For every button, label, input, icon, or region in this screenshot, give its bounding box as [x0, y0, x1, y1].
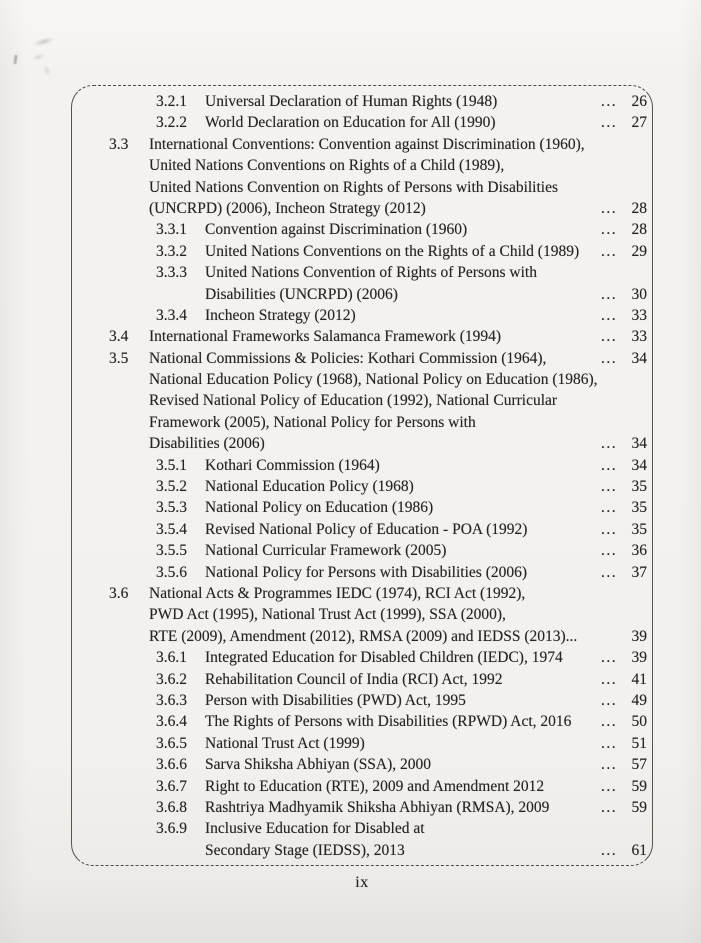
toc-page-number: 36	[631, 542, 647, 560]
toc-row	[72, 754, 652, 775]
toc-entry-number: 3.6.1	[156, 649, 187, 667]
toc-dots-leader: ...	[601, 435, 618, 453]
toc-row	[72, 369, 652, 390]
toc-entry-number: 3.3.2	[156, 242, 187, 260]
toc-row	[72, 412, 652, 433]
toc-dots-leader: ...	[601, 670, 618, 688]
pencil-smudge-artifact	[13, 26, 75, 90]
toc-entry-number: 3.6.5	[156, 734, 187, 752]
toc-row	[72, 669, 652, 690]
toc-dots-leader: ...	[601, 649, 618, 667]
toc-entry-title: (UNCRPD) (2006), Incheon Strategy (2012)	[149, 199, 426, 217]
toc-entry-number: 3.6.7	[156, 777, 187, 795]
toc-entry-title: United Nations Convention on Rights of Persons with Disabilities	[149, 178, 559, 196]
toc-page-number: 37	[631, 563, 647, 581]
toc-entry-title: Right to Education (RTE), 2009 and Amendment 2012	[205, 777, 545, 795]
toc-row	[72, 177, 652, 198]
toc-dots-leader: ...	[601, 199, 618, 217]
toc-row	[72, 562, 652, 583]
toc-entry-title: World Declaration on Education for All (1990)	[205, 114, 496, 132]
toc-row	[72, 433, 652, 454]
toc-row	[72, 540, 652, 561]
toc-entry-title: Convention against Discrimination (1960)	[205, 221, 468, 239]
toc-page-number: 27	[631, 114, 647, 132]
toc-row	[72, 219, 652, 240]
toc-entry-number: 3.3.1	[156, 221, 187, 239]
toc-dots-leader: ...	[601, 713, 618, 731]
toc-row	[72, 733, 652, 754]
toc-entry-title: Incheon Strategy (2012)	[205, 306, 356, 324]
toc-page-number: 35	[631, 520, 647, 538]
toc-entry-title: National Education Policy (1968)	[205, 478, 414, 496]
toc-entry-number: 3.2.2	[156, 114, 187, 132]
toc-dots-leader: ...	[601, 242, 618, 260]
toc-entry-title: Secondary Stage (IEDSS), 2013	[205, 841, 405, 859]
toc-dots-leader: ...	[601, 285, 618, 303]
toc-row	[72, 690, 652, 711]
toc-row	[72, 348, 652, 369]
toc-dots-leader: ...	[601, 520, 618, 538]
toc-row	[72, 390, 652, 411]
toc-row	[72, 284, 652, 305]
toc-row	[72, 497, 652, 518]
toc-entry-title: United Nations Convention of Rights of Persons with	[205, 264, 537, 282]
toc-entry-number: 3.3	[109, 135, 129, 153]
page-number-folio: ix	[355, 874, 369, 891]
toc-row	[72, 155, 652, 176]
toc-page-number: 29	[631, 242, 647, 260]
toc-page-number: 59	[631, 798, 647, 816]
toc-entry-title: National Curricular Framework (2005)	[205, 542, 447, 560]
toc-row	[72, 711, 652, 732]
toc-page-number: 34	[631, 349, 647, 367]
toc-entry-number: 3.6	[109, 584, 129, 602]
toc-entry-number: 3.6.6	[156, 756, 187, 774]
toc-row	[72, 583, 652, 604]
toc-dots-leader: ...	[601, 478, 618, 496]
toc-entry-number: 3.5.6	[156, 563, 187, 581]
toc-page-number: 51	[631, 734, 647, 752]
toc-entry-number: 3.3.3	[156, 264, 187, 282]
toc-entry-title: International Conventions: Convention against Discrimination (1960),	[149, 135, 585, 153]
toc-page-number: 59	[631, 777, 647, 795]
toc-dots-leader: ...	[601, 798, 618, 816]
toc-border-box	[71, 85, 653, 866]
toc-page-number: 61	[631, 841, 647, 859]
toc-dots-leader: ...	[601, 328, 618, 346]
toc-entry-number: 3.6.3	[156, 691, 187, 709]
toc-dots-leader: ...	[601, 734, 618, 752]
toc-entry-title: Sarva Shiksha Abhiyan (SSA), 2000	[205, 756, 432, 774]
toc-entry-title: RTE (2009), Amendment (2012), RMSA (2009) and IEDSS (2013)...	[149, 627, 578, 645]
toc-entry-number: 3.5	[109, 349, 129, 367]
toc-entry-title: Inclusive Education for Disabled at	[205, 820, 425, 838]
toc-entry-title: Revised National Policy of Education (1992), National Curricular	[149, 392, 558, 410]
toc-entry-number: 3.2.1	[156, 93, 187, 110]
toc-entry-title: Universal Declaration of Human Rights (1948)	[205, 93, 498, 110]
toc-entry-title: National Commissions & Policies: Kothari Commission (1964),	[149, 349, 547, 367]
toc-row	[72, 134, 652, 155]
toc-entry-title: Kothari Commission (1964)	[205, 456, 380, 474]
toc-row	[72, 241, 652, 262]
toc-row	[72, 91, 652, 112]
toc-entry-title: Person with Disabilities (PWD) Act, 1995	[205, 691, 466, 709]
toc-page-number: 35	[631, 499, 647, 517]
toc-row	[72, 604, 652, 625]
toc-rows	[72, 91, 652, 861]
toc-dots-leader: ...	[601, 456, 618, 474]
toc-page-number: 39	[631, 627, 647, 645]
toc-row	[72, 112, 652, 133]
toc-entry-title: United Nations Conventions on Rights of a Child (1989),	[149, 157, 505, 175]
toc-entry-number: 3.6.2	[156, 670, 187, 688]
toc-entry-title: National Policy on Education (1986)	[205, 499, 434, 517]
toc-page-number: 49	[631, 691, 647, 709]
toc-entry-title: Disabilities (2006)	[149, 435, 265, 453]
toc-entry-title: Disabilities (UNCRPD) (2006)	[205, 285, 398, 303]
toc-dots-leader: ...	[601, 542, 618, 560]
toc-dots-leader: ...	[601, 691, 618, 709]
toc-row	[72, 776, 652, 797]
toc-entry-number: 3.5.3	[156, 499, 187, 517]
toc-row	[72, 797, 652, 818]
toc-entry-title: National Policy for Persons with Disabilities (2006)	[205, 563, 528, 581]
scan-speck-artifact	[13, 55, 17, 64]
toc-row	[72, 626, 652, 647]
toc-dots-leader: ...	[601, 349, 618, 367]
toc-page-number: 35	[631, 478, 647, 496]
toc-entry-number: 3.3.4	[156, 306, 187, 324]
toc-entry-title: Framework (2005), National Policy for Persons with	[149, 413, 476, 431]
toc-entry-title: PWD Act (1995), National Trust Act (1999), SSA (2000),	[149, 606, 506, 624]
toc-row	[72, 198, 652, 219]
toc-page-number: 34	[631, 456, 647, 474]
toc-entry-title: International Frameworks Salamanca Framework (1994)	[149, 328, 502, 346]
toc-entry-title: Rashtriya Madhyamik Shiksha Abhiyan (RMSA), 2009	[205, 798, 550, 816]
toc-row	[72, 305, 652, 326]
toc-dots-leader: ...	[601, 841, 618, 859]
toc-dots-leader: ...	[601, 93, 618, 110]
toc-entry-number: 3.5.1	[156, 456, 187, 474]
toc-row	[72, 840, 652, 861]
toc-entry-number: 3.6.8	[156, 798, 187, 816]
toc-page-number: 39	[631, 649, 647, 667]
toc-page-number: 30	[631, 285, 647, 303]
toc-entry-title: National Trust Act (1999)	[205, 734, 365, 752]
toc-entry-title: United Nations Conventions on the Rights of a Child (1989)	[205, 242, 580, 260]
toc-entry-title: National Education Policy (1968), National Policy on Education (1986),	[149, 371, 598, 389]
toc-page-number: 26	[631, 93, 647, 110]
toc-page-number: 28	[631, 221, 647, 239]
toc-entry-number: 3.5.5	[156, 542, 187, 560]
toc-dots-leader: ...	[601, 221, 618, 239]
toc-entry-number: 3.6.9	[156, 820, 187, 838]
toc-entry-title: National Acts & Programmes IEDC (1974), RCI Act (1992),	[149, 584, 526, 602]
toc-entry-title: Rehabilitation Council of India (RCI) Act, 1992	[205, 670, 503, 688]
toc-dots-leader: ...	[601, 563, 618, 581]
toc-page-number: 33	[631, 328, 647, 346]
toc-row	[72, 326, 652, 347]
toc-page-number: 50	[631, 713, 647, 731]
toc-page-number: 33	[631, 306, 647, 324]
toc-dots-leader: ...	[601, 306, 618, 324]
toc-row	[72, 647, 652, 668]
toc-page-number: 41	[631, 670, 647, 688]
toc-entry-number: 3.5.4	[156, 520, 187, 538]
toc-entry-number: 3.5.2	[156, 478, 187, 496]
toc-page-number: 28	[631, 199, 647, 217]
toc-row	[72, 262, 652, 283]
toc-page-number: 34	[631, 435, 647, 453]
toc-entry-title: Revised National Policy of Education - POA (1992)	[205, 520, 528, 538]
toc-entry-number: 3.6.4	[156, 713, 187, 731]
toc-dots-leader: ...	[601, 114, 618, 132]
toc-dots-leader: ...	[601, 499, 618, 517]
toc-row	[72, 455, 652, 476]
toc-dots-leader: ...	[601, 777, 618, 795]
toc-page-number: 57	[631, 756, 647, 774]
toc-row	[72, 476, 652, 497]
toc-entry-title: Integrated Education for Disabled Children (IEDC), 1974	[205, 649, 563, 667]
toc-entry-title: The Rights of Persons with Disabilities (RPWD) Act, 2016	[205, 713, 572, 731]
toc-row	[72, 519, 652, 540]
toc-entry-number: 3.4	[109, 328, 129, 346]
toc-row	[72, 818, 652, 839]
toc-dots-leader: ...	[601, 756, 618, 774]
